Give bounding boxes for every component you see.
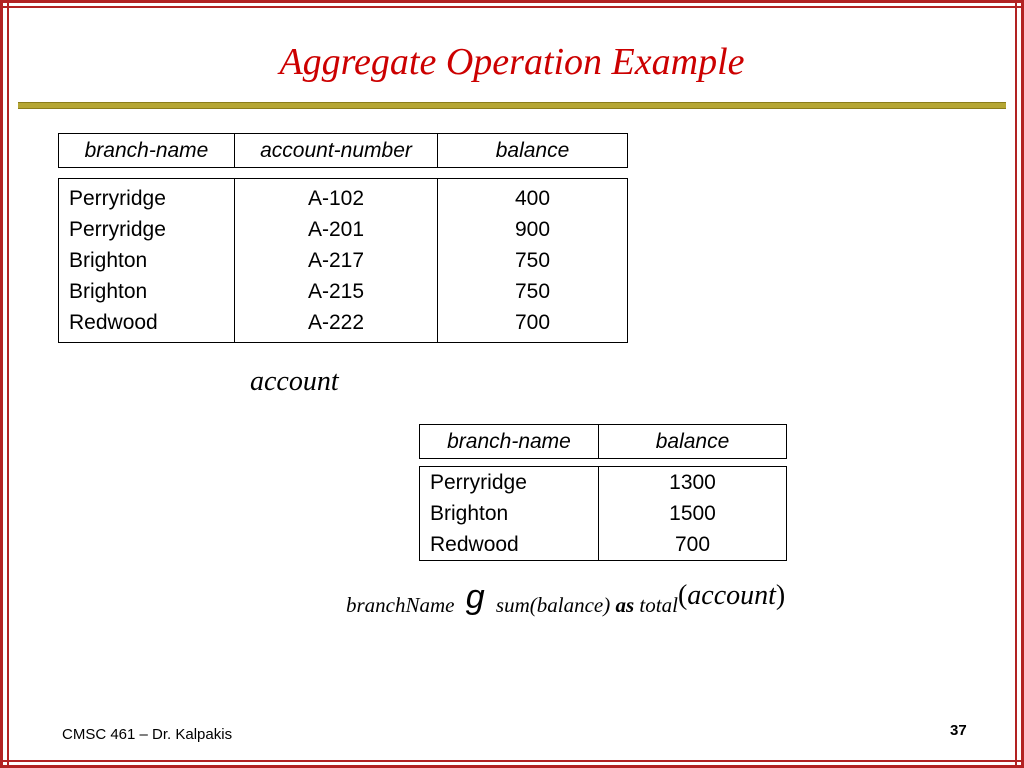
result-table-body (419, 466, 787, 561)
cell-account-number: A-201 (235, 214, 438, 245)
frame-right-inner-border (1015, 0, 1017, 768)
frame-left-inner-border (7, 0, 9, 768)
table-row (59, 276, 628, 307)
cell-total-balance: 1500 (599, 498, 787, 529)
cell-account-number: A-102 (235, 179, 438, 215)
table-row (420, 498, 787, 529)
title-divider (18, 102, 1006, 109)
cell-branch-name: Brighton (430, 501, 509, 525)
cell-branch-name: Perryridge (430, 470, 527, 494)
table-row (420, 467, 787, 499)
table-row (59, 245, 628, 276)
slide-title: Aggregate Operation Example (279, 41, 745, 83)
cell-account-number: A-222 (235, 307, 438, 343)
table-row (420, 529, 787, 561)
cell-branch-name: Redwood (69, 310, 158, 334)
account-table-body (58, 178, 628, 343)
table-row (59, 214, 628, 245)
column-header-account-number: account-number (235, 134, 438, 168)
cell-branch-name: Redwood (430, 532, 519, 556)
header-row (59, 134, 628, 168)
frame-top-border (0, 0, 1024, 3)
aggregate-expression (346, 578, 785, 618)
column-header-balance: balance (438, 134, 628, 168)
header-row (420, 425, 787, 459)
cell-balance: 700 (438, 307, 628, 343)
expression-argument: account (687, 580, 776, 611)
aggregate-operator-symbol: g (465, 578, 485, 616)
column-header-branch-name: branch-name (447, 429, 571, 453)
cell-balance: 750 (438, 245, 628, 276)
column-header-balance: balance (599, 425, 787, 459)
frame-top-inner-border (0, 6, 1024, 8)
close-paren: ) (775, 580, 786, 611)
column-header-branch-name: branch-name (84, 138, 209, 162)
cell-total-balance: 700 (599, 529, 787, 561)
table-row (59, 179, 628, 215)
account-table-header (58, 133, 628, 168)
result-table-header (419, 424, 787, 459)
account-relation-caption: account (250, 366, 339, 397)
frame-bottom-inner-border (0, 760, 1024, 762)
open-paren: ( (677, 580, 688, 611)
cell-total-balance: 1300 (599, 467, 787, 499)
cell-branch-name: Perryridge (69, 186, 166, 210)
cell-branch-name: Brighton (69, 248, 148, 272)
grouping-attribute: branchName (346, 593, 455, 617)
cell-balance: 750 (438, 276, 628, 307)
cell-branch-name: Brighton (69, 279, 148, 303)
cell-account-number: A-215 (235, 276, 438, 307)
as-keyword: as (615, 593, 635, 617)
cell-account-number: A-217 (235, 245, 438, 276)
frame-left-border (0, 0, 3, 768)
aggregate-alias: total (639, 593, 678, 617)
cell-balance: 400 (438, 179, 628, 215)
aggregate-function: sum(balance) (495, 593, 611, 617)
page-number: 37 (950, 722, 967, 739)
cell-balance: 900 (438, 214, 628, 245)
footer-course-label: CMSC 461 – Dr. Kalpakis (62, 726, 233, 743)
table-row (59, 307, 628, 343)
cell-branch-name: Perryridge (69, 217, 166, 241)
